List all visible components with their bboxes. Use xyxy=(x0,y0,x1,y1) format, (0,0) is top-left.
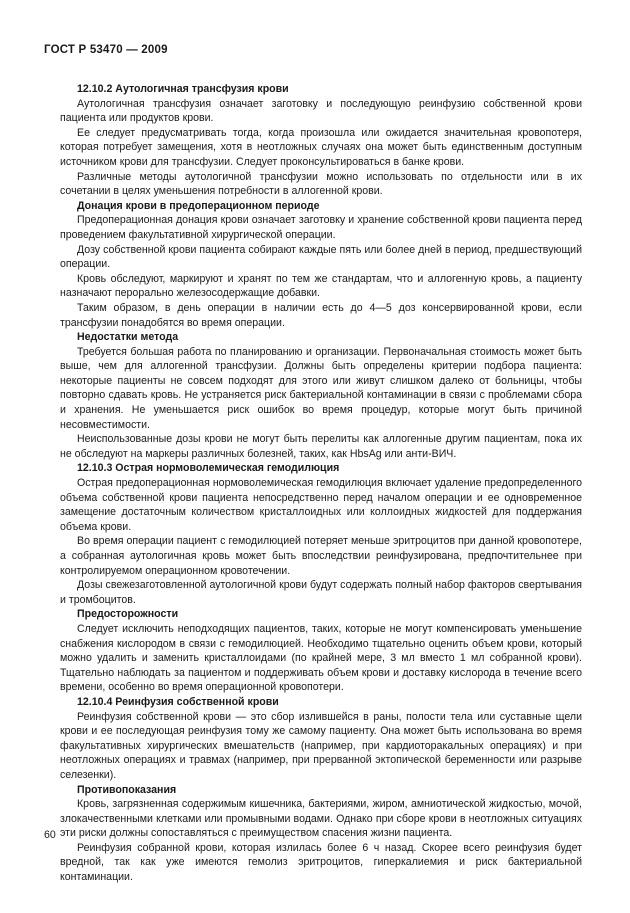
paragraph: Во время операции пациент с гемодилюцией потеряет меньше эритроцитов при данной кровопотере, а собранная аутологичная кровь может быть впоследствии реинфузирована, предпочтительнее при контролируемом операционном кровотечении. xyxy=(60,535,582,577)
paragraph: Острая предоперационная нормоволемическая гемодилюция включает удаление предопределенного объема собственной крови пациента непосредственно перед началом операции и ее одновременное замещение достаточным количеством кристаллоидных или коллоидных жидкостей для поддержания объема крови. xyxy=(60,477,582,533)
section-heading-hemodilution: 12.10.3 Острая нормоволемическая гемодилюция xyxy=(77,462,340,475)
document-body xyxy=(60,82,582,885)
subheading-preoperative-donation: Донация крови в предоперационном периоде xyxy=(77,199,320,212)
paragraph: Неиспользованные дозы крови не могут быть перелиты как аллогенные другим пациентам, пока их не обследуют на маркеры различных болезней, таких, как HbsAg или анти-ВИЧ. xyxy=(60,433,582,460)
subheading-method-drawbacks: Недостатки метода xyxy=(77,331,179,344)
paragraph: Кровь, загрязненная содержимым кишечника, бактериями, жиром, амниотической жидкостью, мочой, злокачественными клетками или промывными водами. Однако при сборе крови в неотложных ситуациях эти риски должны сопоставляться с преимуществом спасения жизни пациента. xyxy=(60,798,582,840)
paragraph: Различные методы аутологичной трансфузии можно использовать по отдельности или в их сочетании в целях уменьшения потребности в аллогенной крови. xyxy=(60,170,582,198)
page-number: 60 xyxy=(44,829,56,841)
paragraph: Аутологичная трансфузия означает заготовку и последующую реинфузию собственной крови пациента или продуктов крови. xyxy=(60,97,582,125)
paragraph: Требуется большая работа по планированию и организации. Первоначальная стоимость может быть выше, чем для аллогенной трансфузии. Должны быть определены критерии подбора пациента: некоторые пациенты не совсем подходят для этого или живут слишком далеко от больницы, чтобы повторно сдавать кровь. Не устраняется риск бактериальной контаминации в связи с проблемами сбора и хранения. Не уменьшается риск ошибок во время процедур, которые могут быть причиной несовместимости. xyxy=(60,345,582,431)
subheading-precautions: Предосторожности xyxy=(77,608,179,621)
paragraph: Реинфузия собранной крови, которая излилась более 6 ч назад. Скорее всего реинфузия будет вредной, так как уже имеются гемолиз эритроцитов, гиперкалиемия и риск бактериальной контаминации. xyxy=(60,841,582,884)
paragraph: Дозы свежезаготовленной аутологичной крови будут содержать полный набор факторов свертывания и тромбоцитов. xyxy=(60,579,582,606)
paragraph: Дозу собственной крови пациента собирают каждые пять или более дней в период, предшествующий операции. xyxy=(60,243,582,271)
paragraph: Реинфузия собственной крови — это сбор излившейся в раны, полости тела или суставные щели крови и ее последующая реинфузия тому же самому пациенту. Она может быть использована во время факультативных хирургических вмешательств (например, при кардиоторакальных операциях) и при неотложных операциях и травмах (например, при прерванной эктопической беременности или разрыве селезенки). xyxy=(60,710,582,781)
paragraph: Следует исключить неподходящих пациентов, таких, которые не могут компенсировать уменьшение снабжения кислородом в связи с гемодилюцией. Необходимо тщательно оценить объем крови, который можно удалить и заменить кристаллоидами (по крайней мере, 3 мл вместо 1 мл собранной крови). Тщательно наблюдать за пациентом и поддерживать объем крови и доставку кислорода в течение всего времени, особенно во время операционной кровопотери. xyxy=(60,622,582,694)
paragraph: Ее следует предусматривать тогда, когда произошла или ожидается значительная кровопотеря, которая потребует замещения, хотя в неотложных случаях она может быть единственным доступным источником крови для трансфузии. Следует проконсультироваться в банке крови. xyxy=(60,126,582,168)
document-header: ГОСТ Р 53470 — 2009 xyxy=(44,44,168,56)
section-heading-autologous-transfusion: 12.10.2 Аутологичная трансфузия крови xyxy=(77,83,289,95)
paragraph: Предоперационная донация крови означает заготовку и хранение собственной крови пациента перед проведением факультативной хирургической операции. xyxy=(60,214,582,241)
section-heading-reinfusion: 12.10.4 Реинфузия собственной крови xyxy=(77,695,279,708)
subheading-contraindications: Противопоказания xyxy=(77,783,177,796)
paragraph: Кровь обследуют, маркируют и хранят по тем же стандартам, что и аллогенную кровь, а пациенту назначают перорально железосодержащие добавки. xyxy=(60,272,582,300)
paragraph: Таким образом, в день операции в наличии есть до 4—5 доз консервированной крови, если трансфузии понадобятся во время операции. xyxy=(60,301,582,329)
